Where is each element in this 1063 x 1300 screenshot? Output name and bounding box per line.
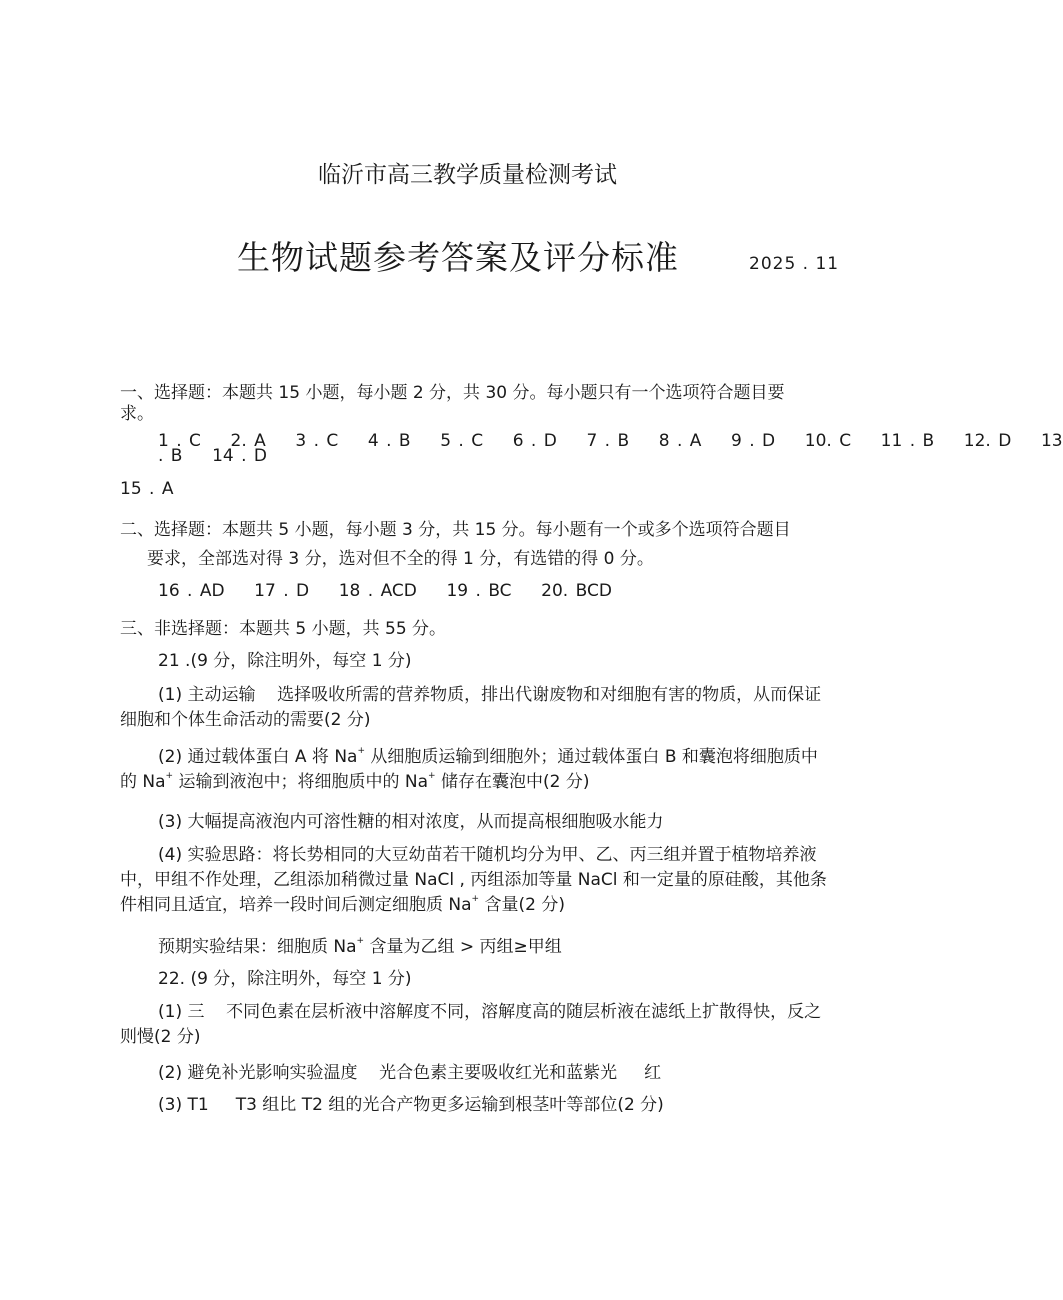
q21-answer-2	[120, 745, 832, 795]
q21-answer-4	[120, 843, 832, 918]
doc-title: 生物试题参考答案及评分标准	[237, 238, 679, 277]
q22-answer-2: (2) 避免补光影响实验温度 光合色素主要吸收红光和蓝紫光 红	[158, 1063, 662, 1083]
section3-heading: 三、非选择题：本题共 5 小题，共 55 分。	[120, 619, 447, 639]
section1-heading-line2: 求。	[120, 404, 154, 424]
exam-name: 临沂市高三教学质量检测考试	[318, 162, 617, 188]
q21-answer-2-text: (2) 通过载体蛋白 A 将 Na	[158, 747, 358, 767]
q21-answer-1: (1) 主动运输 选择吸收所需的营养物质，排出代谢废物和对细胞有害的物质，从而保证细胞和个体生命活动的需要(2 分)	[120, 685, 822, 730]
q21-answer-4-text: 含量(2 分)	[479, 895, 565, 915]
q21-expected-result-text: 含量为乙组 > 丙组≥甲组	[364, 937, 562, 957]
sodium-charge: +	[428, 771, 436, 781]
section1-answers-line3: 15 . A	[120, 479, 174, 499]
doc-date: 2025 . 11	[749, 254, 840, 274]
q21-answer-2-text: 储存在囊泡中(2 分)	[435, 772, 590, 792]
section1-heading-line1: 一、选择题：本题共 15 小题，每小题 2 分，共 30 分。每小题只有一个选项符合题目要	[120, 383, 785, 403]
q22-answer-1: (1) 三 不同色素在层析液中溶解度不同，溶解度高的随层析液在滤纸上扩散得快，反之则慢(2 分)	[120, 1002, 822, 1047]
q21-answer-3: (3) 大幅提高液泡内可溶性糖的相对浓度，从而提高根细胞吸水能力	[158, 812, 664, 832]
q22-answer-3: (3) T1 T3 组比 T2 组的光合产物更多运输到根茎叶等部位(2 分)	[158, 1095, 664, 1115]
q21-heading: 21 .(9 分，除注明外，每空 1 分)	[158, 651, 412, 671]
q22-heading: 22. (9 分，除注明外，每空 1 分)	[158, 969, 412, 989]
q21-answer-2-text: 运输到液泡中；将细胞质中的 Na	[173, 772, 429, 792]
sodium-charge: +	[357, 746, 366, 756]
q21-answer-4-text: (4) 实验思路：将长势相同的大豆幼苗若干随机均分为甲、乙、丙三组并置于植物培养液中，甲组不作处理，乙组添加稍微过量 NaCl , 丙组添加等量 NaCl 和一定量的原硅酸，其他条件相同且适宜，培养一段时间后测定细胞质 Na	[120, 845, 827, 915]
sodium-charge: +	[471, 894, 480, 904]
q21-expected-result	[158, 932, 562, 957]
sodium-charge: +	[165, 771, 174, 781]
section1-answers-line2: . B 14 . D	[158, 446, 268, 466]
q21-expected-result-text: 预期实验结果：细胞质 Na	[158, 937, 357, 957]
section2-heading-line2: 要求，全部选对得 3 分，选对但不全的得 1 分，有选错的得 0 分。	[147, 549, 654, 569]
section2-answers: 16 . AD 17 . D 18 . ACD 19 . BC 20. BCD	[158, 581, 612, 601]
sodium-charge: +	[356, 936, 365, 946]
section1-answers-line1: 1 . C 2. A 3 . C 4 . B 5 . C 6 . D 7 . B 8 . A 9 . D 10. C 11 . B 12. D 13	[158, 431, 1063, 451]
section2-heading-line1: 二、选择题：本题共 5 小题，每小题 3 分，共 15 分。每小题有一个或多个选项符合题目	[120, 520, 791, 540]
q21-answer-2-text: 从细胞质运输到细胞外；通过载体蛋白 B 和囊泡将细胞质中的 Na	[120, 747, 818, 792]
